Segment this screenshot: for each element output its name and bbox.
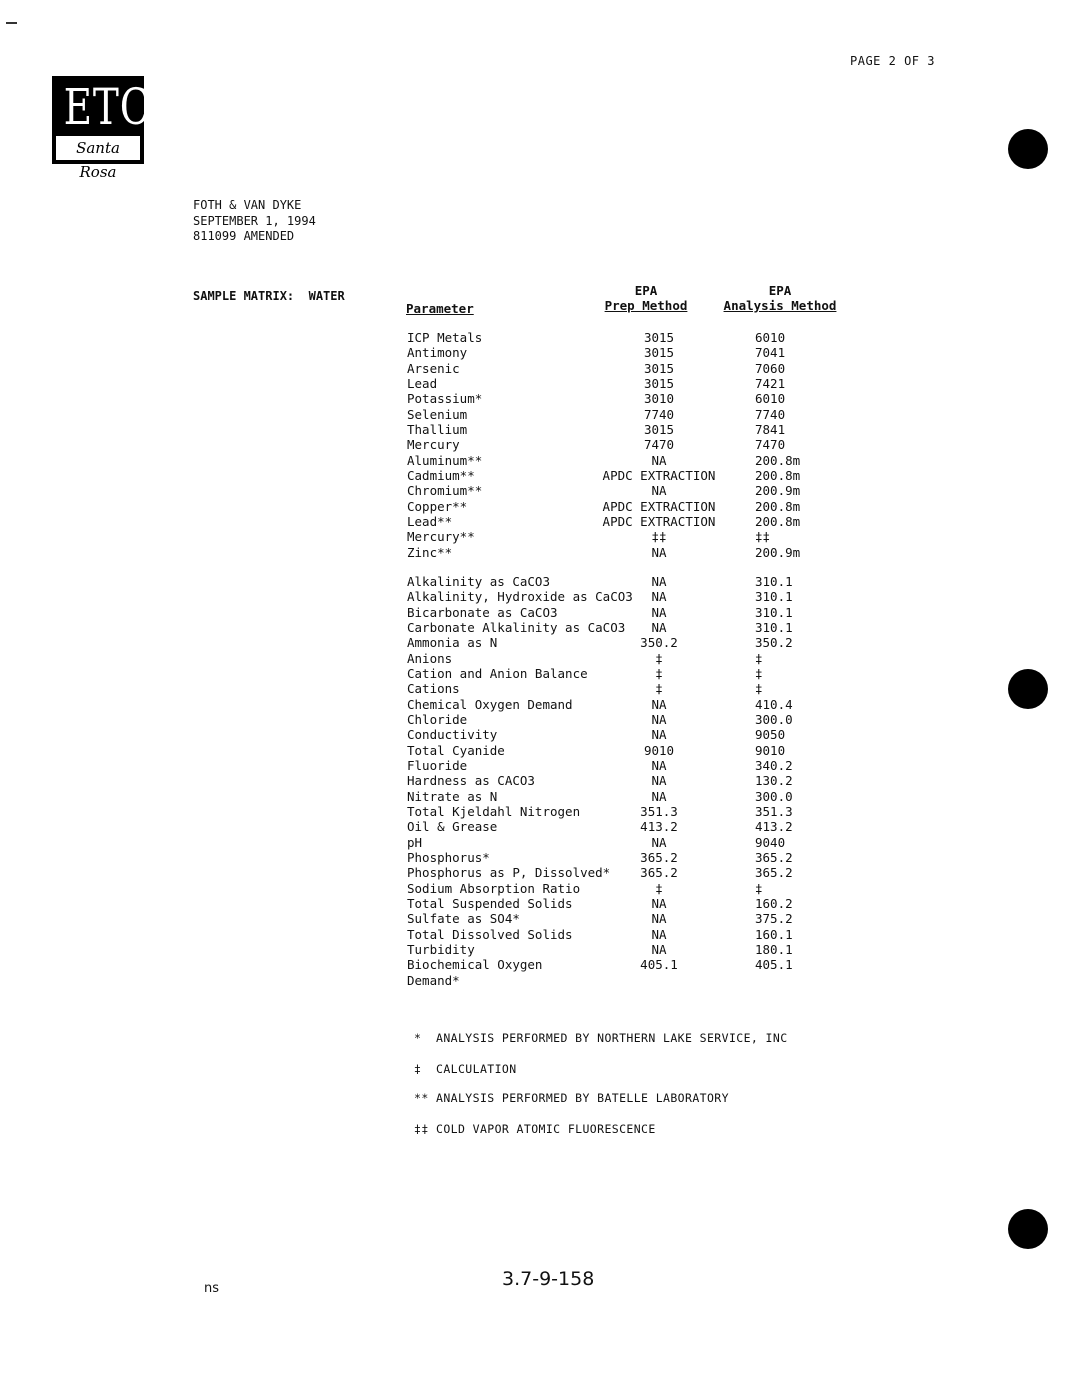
parameter-cell: Aluminum** xyxy=(407,453,483,468)
analysis-method-cell: 9050 xyxy=(755,727,786,742)
parameter-cell: Biochemical Oxygen xyxy=(407,957,543,972)
parameter-cell: Bicarbonate as CaCO3 xyxy=(407,605,558,620)
analysis-method-cell: 7421 xyxy=(755,376,786,391)
legend-note xyxy=(414,1091,729,1105)
table-row xyxy=(0,407,1068,423)
analysis-method-cell: 300.0 xyxy=(755,789,793,804)
analysis-method-cell: 180.1 xyxy=(755,942,793,957)
analysis-method-cell: 200.8m xyxy=(755,514,801,529)
analysis-method-cell: 351.3 xyxy=(755,804,793,819)
parameter-cell: Total Cyanide xyxy=(407,743,505,758)
analysis-method-cell: 6010 xyxy=(755,391,786,406)
table-row xyxy=(0,345,1068,361)
typist-initials: ns xyxy=(204,1281,220,1296)
punch-hole-icon xyxy=(1008,129,1048,169)
analysis-method-cell: 410.4 xyxy=(755,697,793,712)
prep-method-cell: NA xyxy=(651,605,667,620)
parameter-cell: Thallium xyxy=(407,422,468,437)
parameter-cell: Zinc** xyxy=(407,545,453,560)
legend-symbol: ‡ xyxy=(414,1062,422,1076)
table-row xyxy=(0,468,1068,484)
table-row xyxy=(0,529,1068,545)
prep-method-cell: 350.2 xyxy=(640,635,678,650)
prep-method-cell: NA xyxy=(651,927,667,942)
analysis-method-cell: ‡‡ xyxy=(755,529,771,544)
analysis-header-top: EPA xyxy=(768,283,792,298)
table-row xyxy=(0,391,1068,407)
parameter-cell: Chemical Oxygen Demand xyxy=(407,697,573,712)
parameter-cell: Turbidity xyxy=(407,942,475,957)
page-number: PAGE 2 OF 3 xyxy=(850,54,935,68)
parameter-cell: Alkalinity, Hydroxide as CaCO3 xyxy=(407,589,633,604)
prep-method-cell: 7740 xyxy=(643,407,675,422)
analysis-method-cell: 405.1 xyxy=(755,957,793,972)
table-row xyxy=(0,789,1068,805)
parameter-cell: Ammonia as N xyxy=(407,635,498,650)
parameter-header-label: Parameter xyxy=(406,301,474,316)
parameter-cell: Fluoride xyxy=(407,758,468,773)
parameter-cell: Phosphorus* xyxy=(407,850,490,865)
logo-sub-text: Santa Rosa xyxy=(56,136,140,160)
prep-method-cell: ‡ xyxy=(655,651,663,666)
prep-method-cell: ‡‡ xyxy=(651,529,667,544)
parameter-cell: Potassium* xyxy=(407,391,483,406)
analysis-method-cell: 7041 xyxy=(755,345,786,360)
table-row xyxy=(0,850,1068,866)
report-id: 811099 AMENDED xyxy=(193,229,295,243)
table-row xyxy=(0,651,1068,667)
logo-main-text: ETC xyxy=(63,78,151,136)
analysis-method-cell: 200.8m xyxy=(755,468,801,483)
parameter-cell: Conductivity xyxy=(407,727,498,742)
legend-symbol: ‡‡ xyxy=(414,1122,429,1136)
prep-method-cell: APDC EXTRACTION xyxy=(602,499,716,514)
parameter-cell: Copper** xyxy=(407,499,468,514)
document-code: 3.7-9-158 xyxy=(502,1268,595,1290)
parameter-cell: Total Suspended Solids xyxy=(407,896,573,911)
table-row xyxy=(0,483,1068,499)
scan-mark xyxy=(6,22,17,24)
prep-method-cell: NA xyxy=(651,942,667,957)
table-row xyxy=(0,712,1068,728)
parameter-cell: Chloride xyxy=(407,712,468,727)
prep-method-cell: NA xyxy=(651,773,667,788)
parameter-cell: Mercury xyxy=(407,437,460,452)
analysis-method-cell: 350.2 xyxy=(755,635,793,650)
analysis-method-cell: 310.1 xyxy=(755,589,793,604)
prep-method-cell: APDC EXTRACTION xyxy=(602,468,716,483)
prep-method-cell: 3010 xyxy=(643,391,675,406)
prep-method-cell: 405.1 xyxy=(640,957,678,972)
prep-method-cell: ‡ xyxy=(655,666,663,681)
analysis-method-cell: 160.1 xyxy=(755,927,793,942)
parameter-cell: Total Dissolved Solids xyxy=(407,927,573,942)
analysis-method-cell: ‡ xyxy=(755,681,763,696)
analysis-method-cell: 7740 xyxy=(755,407,786,422)
prep-method-cell: NA xyxy=(651,483,667,498)
prep-method-cell: APDC EXTRACTION xyxy=(602,514,716,529)
prep-method-cell: ‡ xyxy=(655,881,663,896)
table-row xyxy=(0,896,1068,912)
report-date: SEPTEMBER 1, 1994 xyxy=(193,213,316,228)
prep-method-cell: 3015 xyxy=(643,345,675,360)
table-row xyxy=(0,743,1068,759)
parameter-cell: Phosphorus as P, Dissolved* xyxy=(407,865,611,880)
prep-method-cell: NA xyxy=(651,574,667,589)
analysis-method-cell: 200.8m xyxy=(755,499,801,514)
address-block xyxy=(193,198,316,245)
analysis-method-cell: 130.2 xyxy=(755,773,793,788)
analysis-method-cell: ‡ xyxy=(755,651,763,666)
analysis-method-cell: 7470 xyxy=(755,437,786,452)
parameter-cell: Arsenic xyxy=(407,361,460,376)
punch-hole-icon xyxy=(1008,1209,1048,1249)
prep-method-cell: 351.3 xyxy=(640,804,678,819)
analysis-method-cell: 200.9m xyxy=(755,483,801,498)
prep-method-cell: 3015 xyxy=(643,376,675,391)
parameter-cell: Selenium xyxy=(407,407,468,422)
parameter-cell: pH xyxy=(407,835,423,850)
prep-method-cell: 413.2 xyxy=(640,819,678,834)
legend-note xyxy=(414,1031,788,1045)
analysis-method-cell: 365.2 xyxy=(755,850,793,865)
prep-method-cell: 9010 xyxy=(643,743,675,758)
prep-method-cell: NA xyxy=(651,453,667,468)
prep-header-top: EPA xyxy=(634,283,658,298)
legend-text: COLD VAPOR ATOMIC FLUORESCENCE xyxy=(436,1122,656,1136)
legend-symbol: * xyxy=(414,1031,422,1045)
prep-method-cell: NA xyxy=(651,589,667,604)
analysis-method-cell: ‡ xyxy=(755,881,763,896)
etc-logo xyxy=(52,76,151,181)
parameter-cell: Lead xyxy=(407,376,438,391)
parameter-cell: Oil & Grease xyxy=(407,819,498,834)
parameter-cell: Lead** xyxy=(407,514,453,529)
table-row xyxy=(0,589,1068,605)
table-row xyxy=(0,666,1068,682)
prep-method-cell: NA xyxy=(651,911,667,926)
table-row xyxy=(0,835,1068,851)
prep-method-cell: NA xyxy=(651,896,667,911)
analysis-method-cell: 200.8m xyxy=(755,453,801,468)
parameter-cell: ICP Metals xyxy=(407,330,483,345)
parameter-cell: Hardness as CACO3 xyxy=(407,773,535,788)
table-row xyxy=(0,361,1068,377)
parameter-cell: Sulfate as SO4* xyxy=(407,911,520,926)
table-row xyxy=(0,453,1068,469)
table-row xyxy=(0,376,1068,392)
column-header-prep xyxy=(596,283,696,313)
table-row xyxy=(0,605,1068,621)
parameter-cell: Cation and Anion Balance xyxy=(407,666,588,681)
prep-method-cell: NA xyxy=(651,835,667,850)
parameter-cell: Antimony xyxy=(407,345,468,360)
analysis-method-cell: 7060 xyxy=(755,361,786,376)
analysis-method-cell: 310.1 xyxy=(755,605,793,620)
prep-header-bottom: Prep Method xyxy=(604,298,688,313)
analysis-method-cell: 375.2 xyxy=(755,911,793,926)
analysis-method-cell: ‡ xyxy=(755,666,763,681)
sample-matrix: SAMPLE MATRIX: WATER xyxy=(193,289,345,303)
analysis-method-cell: 9040 xyxy=(755,835,786,850)
table-row xyxy=(0,437,1068,453)
prep-method-cell: NA xyxy=(651,727,667,742)
legend-text: ANALYSIS PERFORMED BY BATELLE LABORATORY xyxy=(436,1091,729,1105)
parameter-cell: Anions xyxy=(407,651,453,666)
parameter-cell: Chromium** xyxy=(407,483,483,498)
prep-method-cell: 3015 xyxy=(643,361,675,376)
analysis-header-bottom: Analysis Method xyxy=(723,298,837,313)
parameter-cell: Sodium Absorption Ratio xyxy=(407,881,581,896)
prep-method-cell: 365.2 xyxy=(640,865,678,880)
parameter-cell: Cadmium** xyxy=(407,468,475,483)
table-row xyxy=(0,758,1068,774)
parameter-cell: Demand* xyxy=(407,973,460,988)
parameter-cell: Alkalinity as CaCO3 xyxy=(407,574,550,589)
analysis-method-cell: 300.0 xyxy=(755,712,793,727)
table-row xyxy=(0,574,1068,590)
table-row xyxy=(0,681,1068,697)
prep-method-cell: ‡ xyxy=(655,681,663,696)
table-row xyxy=(0,927,1068,943)
table-row xyxy=(0,881,1068,897)
table-row xyxy=(0,973,1068,989)
prep-method-cell: NA xyxy=(651,758,667,773)
parameter-cell: Mercury** xyxy=(407,529,475,544)
legend-note xyxy=(414,1122,656,1136)
client-name: FOTH & VAN DYKE xyxy=(193,198,302,212)
prep-method-cell: NA xyxy=(651,697,667,712)
analysis-method-cell: 6010 xyxy=(755,330,786,345)
parameter-cell: Nitrate as N xyxy=(407,789,498,804)
parameter-cell: Carbonate Alkalinity as CaCO3 xyxy=(407,620,626,635)
analysis-method-cell: 160.2 xyxy=(755,896,793,911)
analysis-method-cell: 9010 xyxy=(755,743,786,758)
prep-method-cell: 3015 xyxy=(643,422,675,437)
prep-method-cell: NA xyxy=(651,712,667,727)
analysis-method-cell: 310.1 xyxy=(755,620,793,635)
prep-method-cell: 365.2 xyxy=(640,850,678,865)
table-row xyxy=(0,697,1068,713)
table-row xyxy=(0,514,1068,530)
prep-method-cell: 7470 xyxy=(643,437,675,452)
table-row xyxy=(0,957,1068,973)
table-row xyxy=(0,499,1068,515)
table-row xyxy=(0,773,1068,789)
prep-method-cell: 3015 xyxy=(643,330,675,345)
parameter-cell: Cations xyxy=(407,681,460,696)
prep-method-cell: NA xyxy=(651,620,667,635)
legend-symbol: ** xyxy=(414,1091,429,1105)
table-row xyxy=(0,911,1068,927)
table-row xyxy=(0,422,1068,438)
table-row xyxy=(0,330,1068,346)
table-row xyxy=(0,804,1068,820)
analysis-method-cell: 365.2 xyxy=(755,865,793,880)
table-row xyxy=(0,620,1068,636)
table-row xyxy=(0,727,1068,743)
table-row xyxy=(0,635,1068,651)
legend-text: ANALYSIS PERFORMED BY NORTHERN LAKE SERVICE, INC xyxy=(436,1031,788,1045)
parameter-cell: Total Kjeldahl Nitrogen xyxy=(407,804,581,819)
prep-method-cell: NA xyxy=(651,545,667,560)
table-row xyxy=(0,819,1068,835)
analysis-method-cell: 7841 xyxy=(755,422,786,437)
column-header-analysis xyxy=(720,283,840,313)
analysis-method-cell: 200.9m xyxy=(755,545,801,560)
legend-note xyxy=(414,1062,517,1076)
table-row xyxy=(0,865,1068,881)
legend-text: CALCULATION xyxy=(436,1062,517,1076)
analysis-method-cell: 340.2 xyxy=(755,758,793,773)
prep-method-cell: NA xyxy=(651,789,667,804)
column-header-parameter xyxy=(406,301,474,316)
table-row xyxy=(0,942,1068,958)
table-row xyxy=(0,545,1068,561)
analysis-method-cell: 413.2 xyxy=(755,819,793,834)
analysis-method-cell: 310.1 xyxy=(755,574,793,589)
